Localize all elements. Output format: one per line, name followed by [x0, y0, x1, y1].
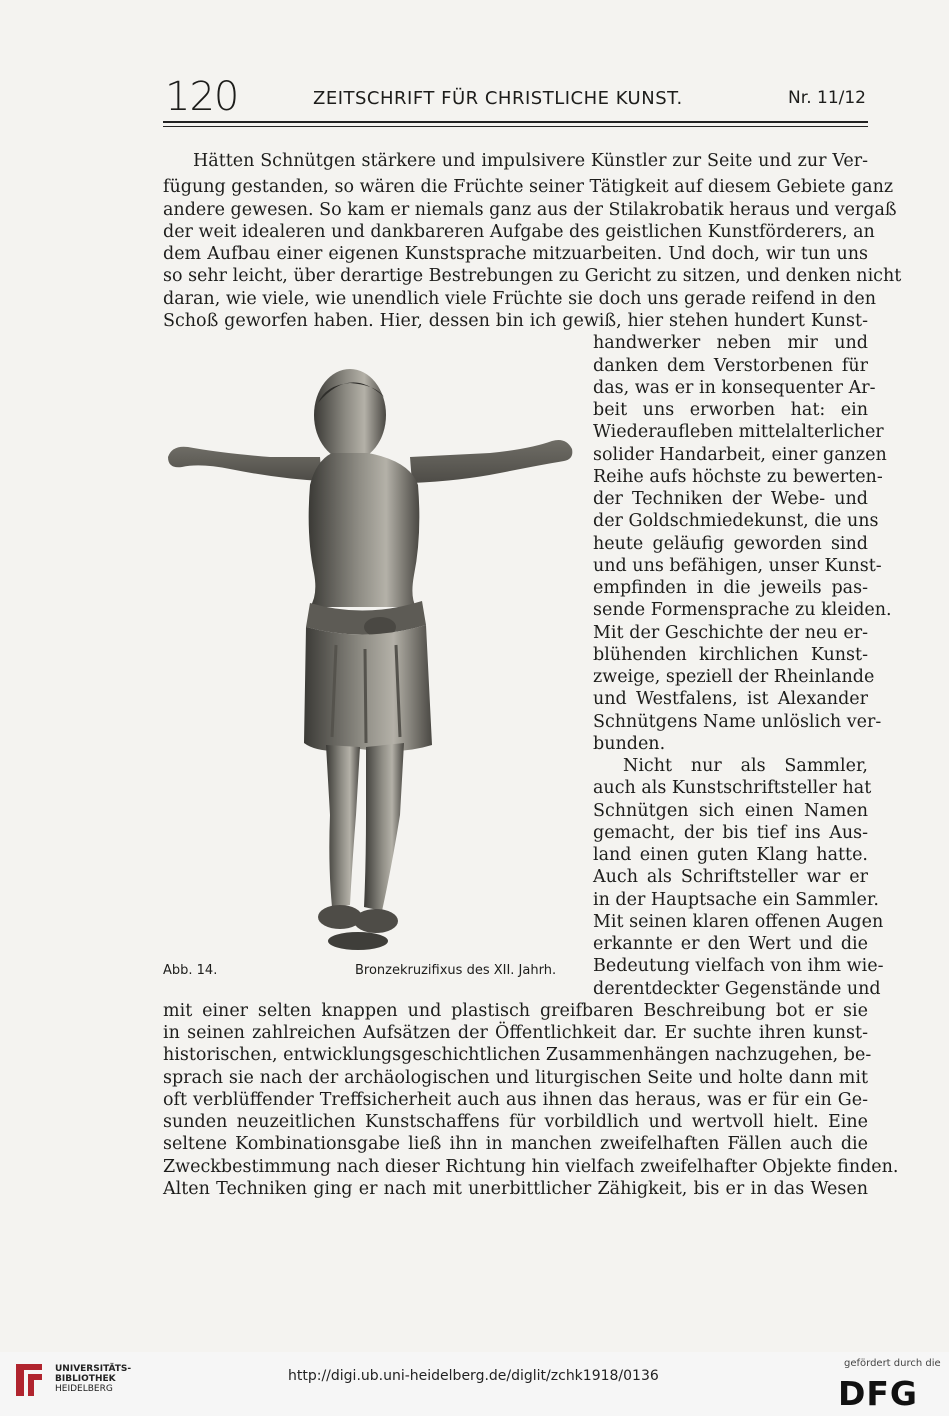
university-library-logo-icon [12, 1360, 46, 1400]
text-line: mit einer selten knappen und plastisch greifbaren Beschreibung bot er sie [163, 1001, 868, 1021]
text-line: Mit der Geschichte der neu er- [593, 623, 868, 643]
text-line: erkannte er den Wert und die [593, 934, 868, 954]
library-name-line2: BIBLIOTHEK [55, 1374, 116, 1384]
library-name-line3: HEIDELBERG [55, 1384, 113, 1394]
figure-label: Abb. 14. [163, 963, 218, 978]
dfg-logo: DFG [838, 1374, 919, 1413]
torso [309, 453, 420, 607]
text-line: der Techniken der Webe- und [593, 489, 868, 509]
text-line: so sehr leicht, über derartige Bestrebungen zu Gericht zu sitzen, und denken nicht [163, 266, 902, 286]
text-line: Auch als Schriftsteller war er [593, 867, 868, 887]
text-line: Alten Techniken ging er nach mit unerbittlicher Zähigkeit, bis er in das Wesen [163, 1179, 868, 1199]
text-line: Nicht nur als Sammler, [623, 756, 868, 776]
figure-caption: Bronzekruzifixus des XII. Jahrh. [355, 963, 557, 978]
text-line: und Westfalens, ist Alexander [593, 689, 868, 709]
text-line: in seinen zahlreichen Aufsätzen der Öffentlichkeit dar. Er suchte ihren kunst- [163, 1023, 868, 1043]
text-line: historischen, entwicklungsgeschichtlichen Zusammenhängen nachzugehen, be- [163, 1045, 872, 1065]
text-line: Zweckbestimmung nach dieser Richtung hin vielfach zweifelhafter Objekte finden. [163, 1157, 899, 1177]
text-line: sprach sie nach der archäologischen und liturgischen Seite und holte dann mit [163, 1068, 868, 1088]
text-line: heute geläufig geworden sind [593, 534, 868, 554]
issue-number: Nr. 11/12 [788, 88, 866, 108]
leg-right [364, 743, 404, 911]
library-name [55, 1364, 131, 1394]
text-line: fügung gestanden, so wären die Früchte seiner Tätigkeit auf diesem Gebiete ganz [163, 177, 894, 197]
text-line: land einen guten Klang hatte. [593, 845, 868, 865]
footer-bar [0, 1352, 949, 1416]
text-line: Bedeutung vielfach von ihm wie- [593, 956, 884, 976]
text-line: Schoß geworfen haben. Hier, dessen bin ich gewiß, hier stehen hundert Kunst- [163, 311, 868, 331]
leg-left [326, 745, 360, 907]
page-number: 120 [165, 74, 239, 120]
text-line: danken dem Verstorbenen für [593, 356, 868, 376]
text-line: seltene Kombinationsgabe ließ ihn in manchen zweifelhaften Fällen auch die [163, 1134, 868, 1154]
text-line: blühenden kirchlichen Kunst- [593, 645, 868, 665]
text-line: der Goldschmiedekunst, die uns [593, 511, 879, 531]
text-line: der weit idealeren und dankbareren Aufgabe des geistlichen Kunstförderers, an [163, 222, 875, 242]
journal-title: ZEITSCHRIFT FÜR CHRISTLICHE KUNST. [313, 88, 683, 109]
text-line: andere gewesen. So kam er niemals ganz aus der Stilakrobatik heraus und vergaß [163, 200, 897, 220]
arm-right [410, 440, 572, 483]
text-line: das, was er in konsequenter Ar- [593, 378, 876, 398]
loincloth [304, 625, 432, 751]
text-line: beit uns erworben hat: ein [593, 400, 868, 420]
text-line: oft verblüffender Treffsicherheit auch aus ihnen das heraus, was er für ein Ge- [163, 1090, 868, 1110]
text-line: empfinden in die jeweils pas- [593, 578, 868, 598]
text-line: gemacht, der bis tief ins Aus- [593, 823, 868, 843]
funding-text: gefördert durch die [844, 1358, 941, 1369]
text-line: Schnütgens Name unlöslich ver- [593, 712, 882, 732]
text-line: Reihe aufs höchste zu bewerten- [593, 467, 883, 487]
header-rule-thin [163, 126, 868, 127]
text-line: Hätten Schnütgen stärkere und impulsivere Künstler zur Seite und zur Ver- [193, 151, 868, 171]
source-url-link[interactable]: http://digi.ub.uni-heidelberg.de/diglit/zchk1918/0136 [288, 1368, 659, 1384]
text-line: dem Aufbau einer eigenen Kunstsprache mitzuarbeiten. Und doch, wir tun uns [163, 244, 868, 264]
text-line: Mit seinen klaren offenen Augen [593, 912, 884, 932]
text-line: in der Hauptsache ein Sammler. [593, 890, 879, 910]
text-line: zweige, speziell der Rheinlande [593, 667, 875, 687]
text-line: handwerker neben mir und [593, 333, 868, 353]
text-line: Schnütgen sich einen Namen [593, 801, 868, 821]
text-line: derentdeckter Gegenstände und [593, 979, 881, 999]
text-line: sunden neuzeitlichen Kunstschaffens für vorbildlich und wertvoll hielt. Eine [163, 1112, 868, 1132]
text-line: sende Formensprache zu kleiden. [593, 600, 892, 620]
header-rule [163, 121, 868, 123]
text-line: solider Handarbeit, einer ganzen [593, 445, 887, 465]
page-header [163, 74, 868, 120]
text-line: Wiederaufleben mittelalterlicher [593, 422, 884, 442]
text-line: bunden. [593, 734, 666, 754]
library-name-line1: UNIVERSITÄTS- [55, 1364, 132, 1374]
foot-right [354, 909, 398, 933]
text-line: und uns befähigen, unser Kunst- [593, 556, 882, 576]
text-line: daran, wie viele, wie unendlich viele Früchte sie doch uns gerade reifend in den [163, 289, 876, 309]
arm-left [168, 447, 322, 481]
text-line: auch als Kunstschriftsteller hat [593, 778, 872, 798]
crucifix-figure [160, 345, 580, 965]
